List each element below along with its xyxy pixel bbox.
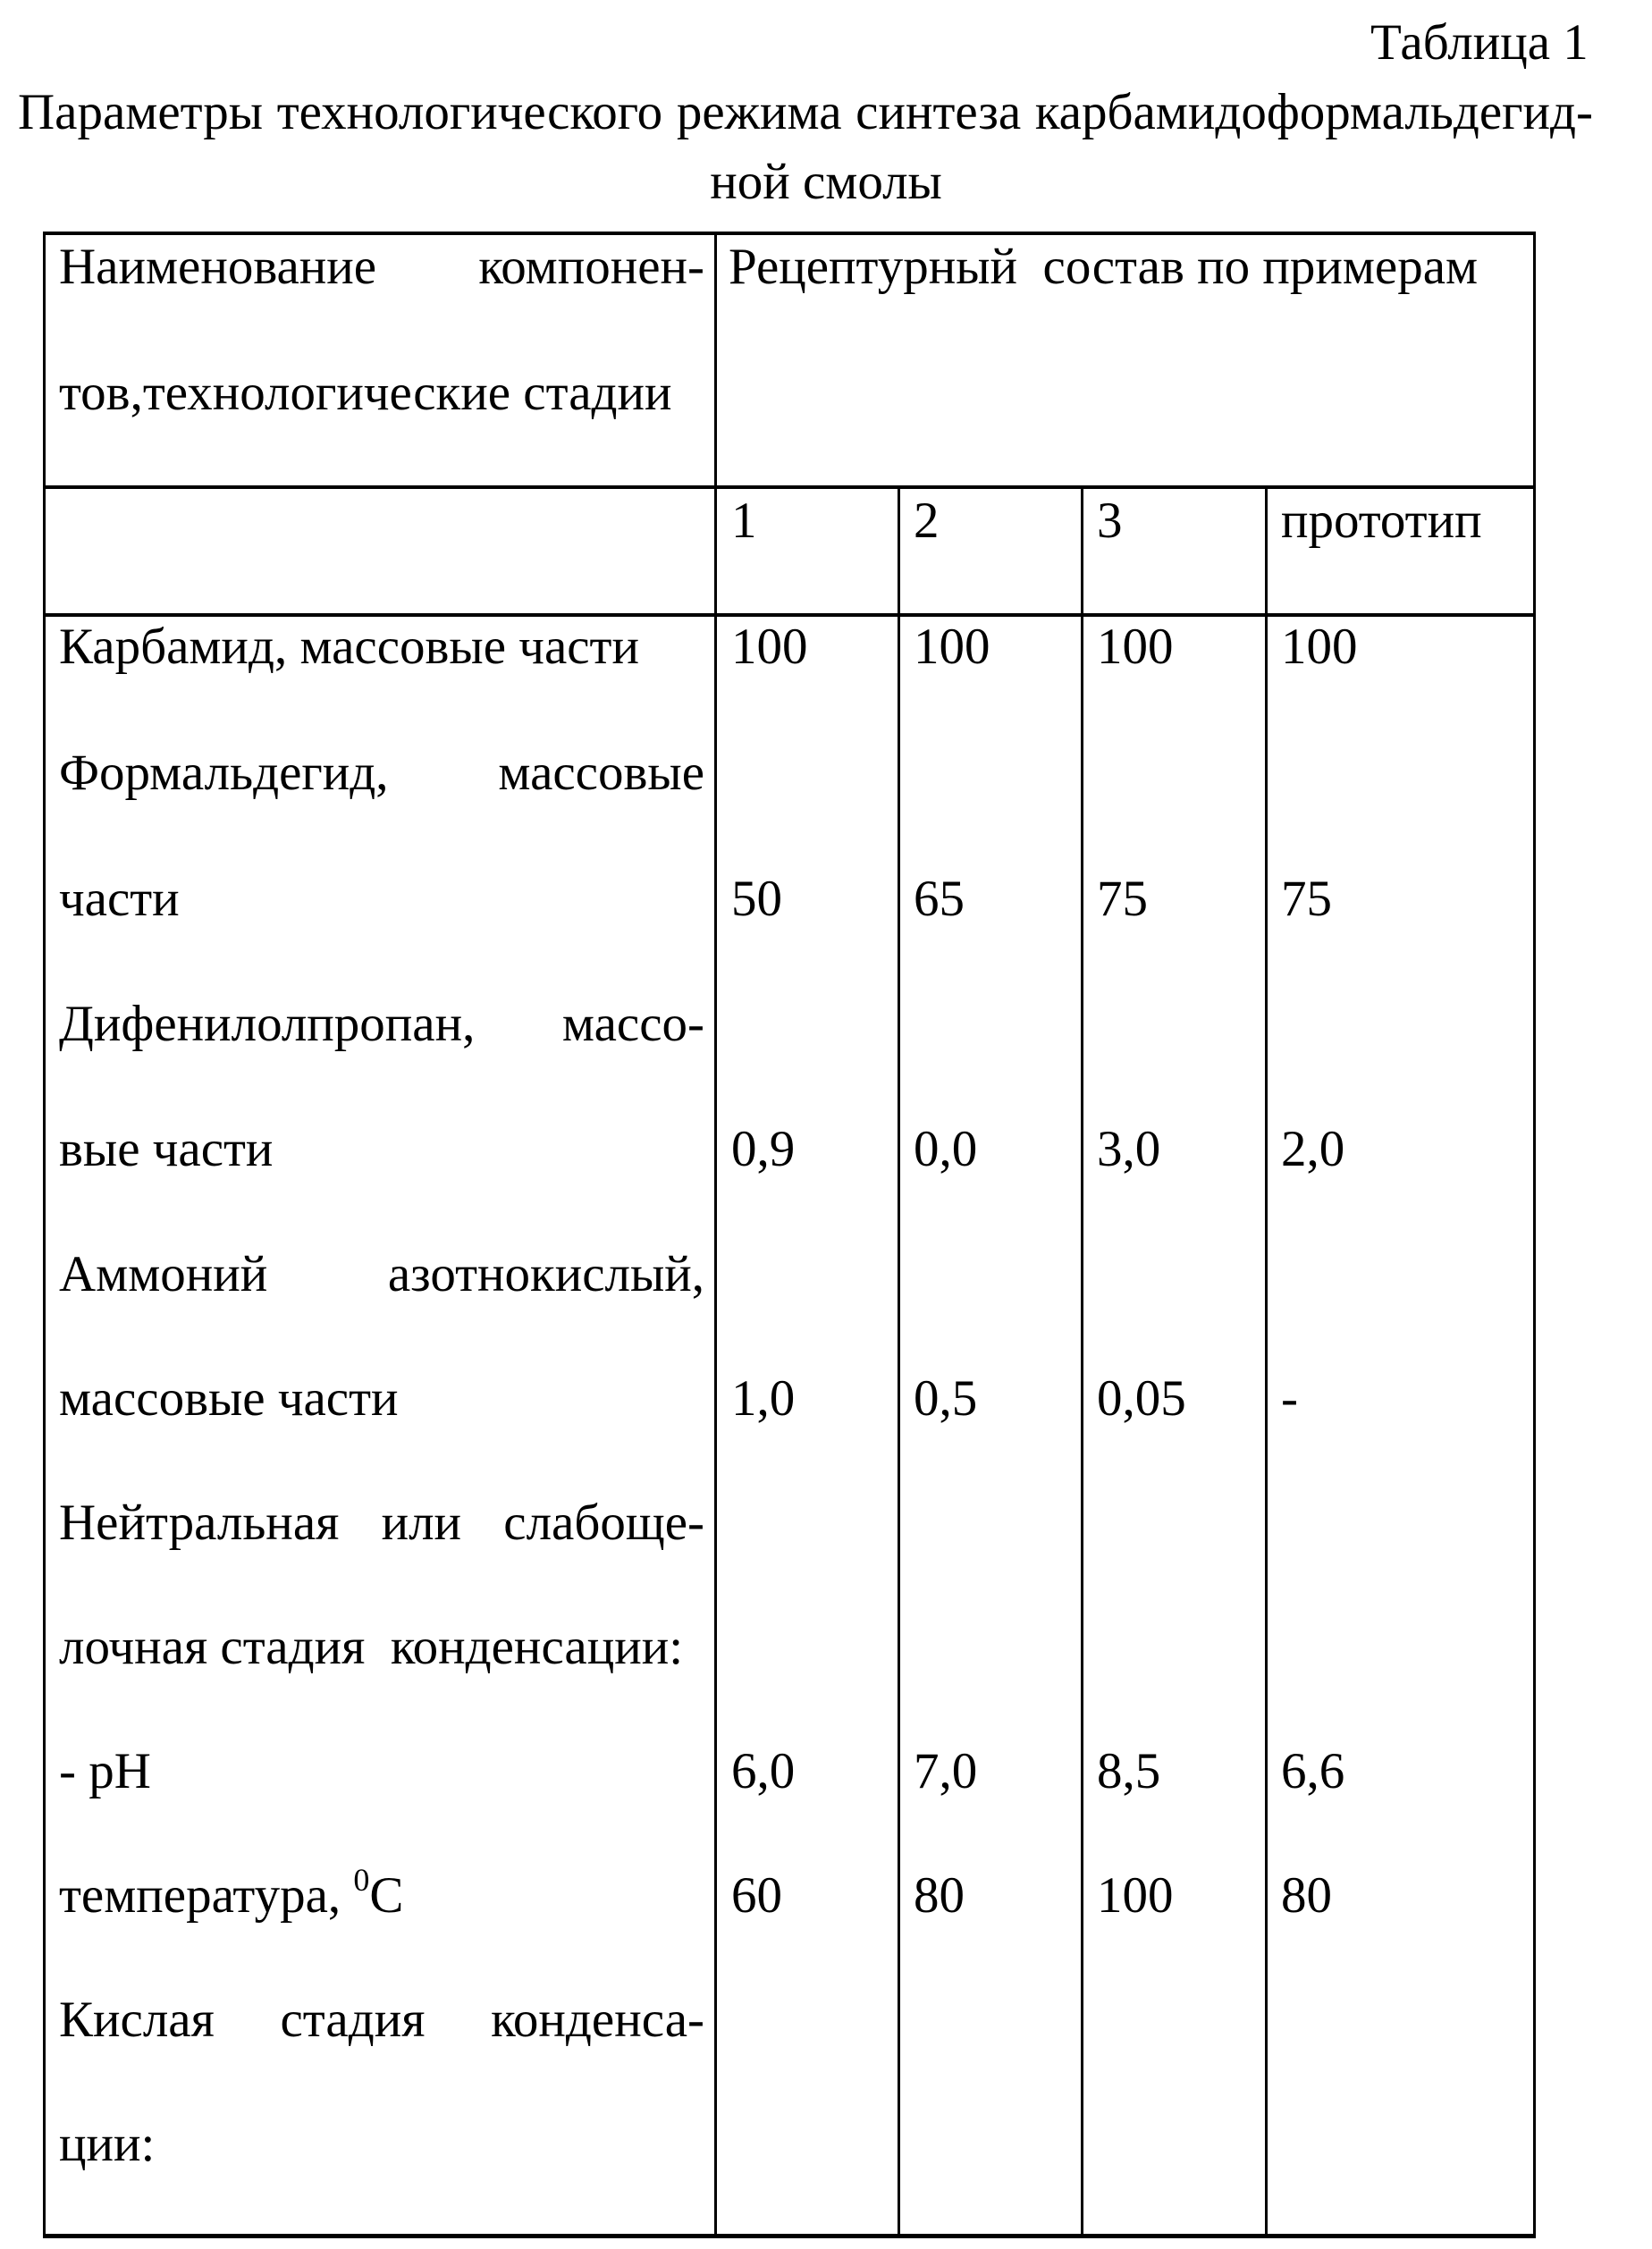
row-value: 75 [1097,873,1148,924]
row-label: - pH [59,1746,704,1797]
unit-celsius: C [369,1867,403,1924]
row-label [59,1870,704,1927]
row-value: 6,6 [1281,1746,1344,1797]
table-border-right [1533,232,1536,2238]
row-value: 8,5 [1097,1746,1160,1797]
row-value: 65 [914,873,965,924]
row-value: 100 [1097,621,1174,672]
row-value: 75 [1281,873,1332,924]
row-value: 6,0 [731,1746,795,1797]
header-name-line2: тов,технологические стадии [59,367,704,418]
row-label: массовые части [59,1373,704,1424]
header-name-line1: Наименование компонен- [59,241,704,292]
row-value: 0,05 [1097,1373,1186,1424]
header-example-1: 1 [731,495,757,546]
header-recipe: Рецептурный состав по примерам [729,241,1478,292]
row-value: 100 [731,621,808,672]
table-border-left [43,232,46,2238]
row-value: 80 [1281,1870,1332,1921]
row-label: Карбамид, массовые части [59,621,704,672]
row-value: 100 [1281,621,1358,672]
table-border-top [43,232,1536,235]
row-value: 0,0 [914,1124,977,1175]
table-rule-subheader [43,613,1536,617]
row-value: 100 [1097,1870,1174,1921]
table-border-bottom [43,2234,1536,2238]
row-value: 1,0 [731,1373,795,1424]
header-example-3: 3 [1097,495,1123,546]
row-value: 7,0 [914,1746,977,1797]
section-label: лочная стадия конденсации: [59,1621,704,1672]
table-title-line2: ной смолы [0,156,1652,207]
table-col-divider-3 [1265,485,1268,2238]
section-label: Кислая стадия конденса- [59,1994,704,2045]
row-label: Дифенилолпропан, массо- [59,998,704,1049]
row-value: 60 [731,1870,782,1921]
row-label: Формальдегид, массовые [59,747,704,798]
row-value: 0,5 [914,1373,977,1424]
table-col-divider-name [714,232,717,2238]
row-value: 80 [914,1870,965,1921]
row-value: 100 [914,621,990,672]
header-example-prototype: прототип [1281,495,1482,546]
row-label: Аммоний азотнокислый, [59,1249,704,1300]
table-caption: Таблица 1 [1370,17,1589,68]
row-value: 0,9 [731,1124,795,1175]
row-label: части [59,873,704,924]
row-label: вые части [59,1124,704,1175]
row-label-text: температура, [59,1867,353,1924]
section-label: Нейтральная или слабоще- [59,1497,704,1548]
table-col-divider-2 [1081,485,1083,2238]
row-value: 3,0 [1097,1124,1160,1175]
row-value: 2,0 [1281,1124,1344,1175]
row-value: - [1281,1373,1298,1424]
table-col-divider-1 [898,485,900,2238]
degree-superscript: 0 [353,1862,369,1898]
table-rule-header [43,485,1536,489]
section-label: ции: [59,2118,704,2169]
table-title-line1: Параметры технологического режима синтеза карбамидоформальдегид- [18,87,1593,138]
row-value: 50 [731,873,782,924]
header-example-2: 2 [914,495,940,546]
